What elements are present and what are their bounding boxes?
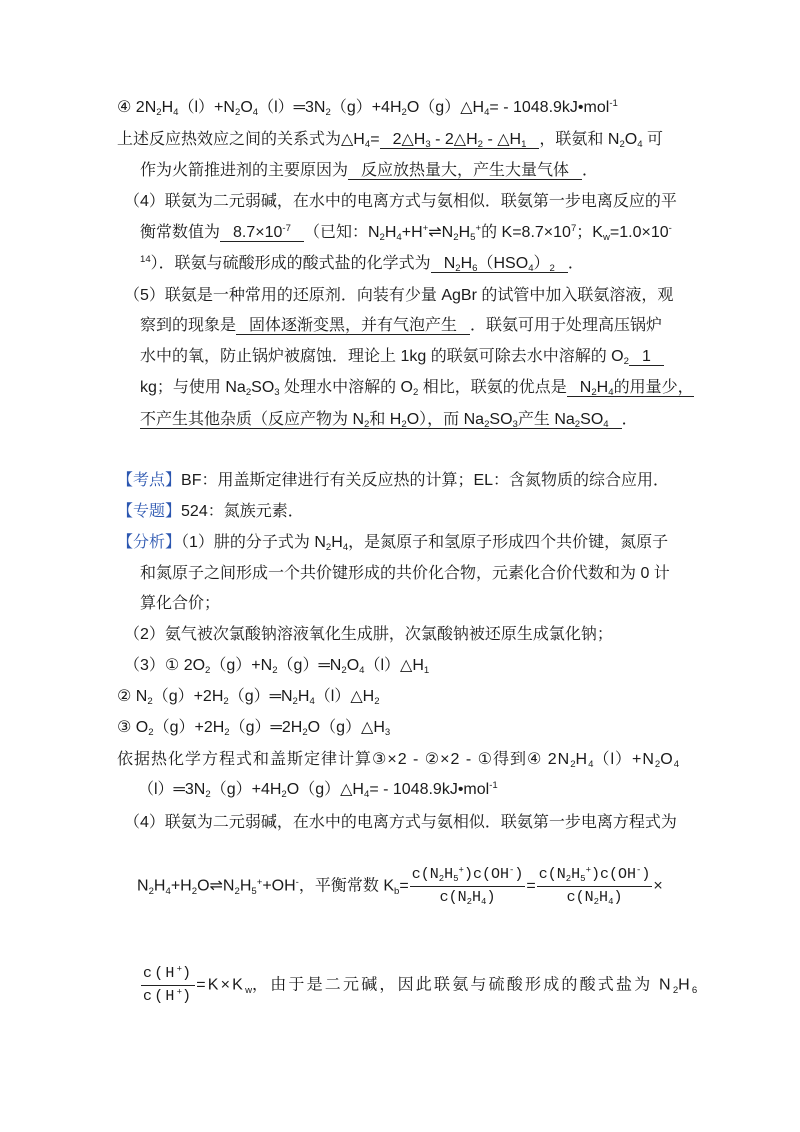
superscript: 14 xyxy=(140,254,151,266)
subscript: 2 xyxy=(234,107,241,119)
zhuanti-line xyxy=(117,500,304,524)
text-run: ④ 2N xyxy=(117,99,157,116)
subscript: 2 xyxy=(147,696,153,708)
subscript: 2 xyxy=(224,727,230,739)
text-run: +H xyxy=(401,224,423,241)
text-run: O xyxy=(660,751,674,768)
text-run: N xyxy=(443,255,456,272)
text-run: ． xyxy=(582,162,599,179)
text-run: H xyxy=(575,751,589,768)
text-run: ) xyxy=(182,965,194,982)
text-run: 察到的现象是 xyxy=(140,317,237,334)
text-run: H xyxy=(596,379,609,396)
text-run: （4）联氨为二元弱碱，在水中的电离方式与氨相似．联氨第一步电离方程式为 xyxy=(124,814,677,831)
subscript: 1 xyxy=(423,665,430,677)
text-line xyxy=(140,252,584,276)
text-run: O xyxy=(240,99,253,116)
text-run: 的用量少， xyxy=(613,379,694,396)
text-run: H xyxy=(599,889,609,906)
fraction-denominator xyxy=(410,887,526,909)
text-run: - △H xyxy=(483,131,522,148)
superscript: + xyxy=(176,964,183,975)
text-run: = - 1048.9kJ•mol xyxy=(489,99,610,116)
text-run: ，是氮原子和氢原子形成四个共价键，氮原子 xyxy=(348,534,669,551)
subscript: 2 xyxy=(623,356,629,368)
subscript: 4 xyxy=(673,759,680,771)
subscript: 2 xyxy=(477,139,483,151)
text-run: ，由于是二元碱，因此联氨与硫酸形成的酸式盐为 N xyxy=(252,976,673,994)
subscript: 2 xyxy=(619,139,625,151)
text-run: 产生 Na xyxy=(517,411,575,428)
fraction-denominator xyxy=(537,887,653,909)
text-run: H xyxy=(571,866,581,883)
subscript: 2 xyxy=(593,896,600,907)
text-run: H xyxy=(458,224,471,241)
subscript: b xyxy=(394,885,400,897)
fraction xyxy=(537,864,653,909)
subscript: 2 xyxy=(379,232,385,244)
text-run: 衡常数值为 xyxy=(140,224,221,241)
text-run: 524：氮族元素． xyxy=(181,503,304,520)
text-run: ．联氨可用于处理高压锅炉 xyxy=(470,317,663,334)
text-run: 的 K=8.7×10 xyxy=(481,224,571,241)
text-run: 作为火箭推进剂的主要原因为 xyxy=(140,162,349,179)
text-run: kg；与使用 Na xyxy=(140,379,246,396)
superscript: -7 xyxy=(282,223,291,235)
text-run: ) xyxy=(641,866,651,883)
text-run: （g）+4H xyxy=(330,99,402,116)
subscript: 3 xyxy=(425,139,431,151)
text-run: （5）联氨是一种常用的还原剂．向装有少量 AgBr 的试管中加入联氨溶液，观 xyxy=(124,287,674,304)
text-run: = - 1048.9kJ•mol xyxy=(369,781,490,798)
subscript: 2 xyxy=(565,873,572,884)
fraction xyxy=(141,963,195,1008)
equation-line-1 xyxy=(124,654,429,678)
text-run: c(N xyxy=(538,866,566,883)
subscript: 4 xyxy=(342,542,349,554)
subscript: 2 xyxy=(325,542,332,554)
fraction-numerator xyxy=(141,963,195,986)
text-line xyxy=(117,128,663,152)
text-run: c(N xyxy=(566,889,594,906)
text-run: （g）+2H xyxy=(153,719,225,736)
section-label: 【考点】 xyxy=(117,472,182,489)
subscript: 3 xyxy=(512,419,518,431)
fraction-numerator xyxy=(537,864,653,887)
subscript: 2 xyxy=(148,727,154,739)
text-run: ． xyxy=(621,411,638,428)
subscript: 2 xyxy=(272,665,278,677)
text-run: ) xyxy=(613,889,623,906)
subscript: 4 xyxy=(481,896,487,907)
subscript: 2 xyxy=(672,984,679,996)
text-run: H xyxy=(153,877,166,895)
text-run: +OH xyxy=(262,877,296,895)
text-line xyxy=(140,592,220,616)
text-run: O xyxy=(346,657,360,674)
text-run: N xyxy=(137,877,149,895)
text-line xyxy=(140,408,638,432)
text-run: （l）+N xyxy=(593,751,655,768)
text-run: （g）═2H xyxy=(229,719,303,736)
text-run: N xyxy=(579,379,592,396)
text-run: × xyxy=(653,877,663,895)
text-run: O（g）△H xyxy=(406,99,485,116)
text-line xyxy=(140,345,664,369)
subscript: 4 xyxy=(588,759,594,771)
subscript: 2 xyxy=(484,419,490,431)
subscript: 4 xyxy=(608,896,614,907)
subscript: 4 xyxy=(359,665,365,677)
text-run: ，联氨和 N xyxy=(539,131,620,148)
analysis-4-line xyxy=(124,811,677,835)
text-run: = xyxy=(370,131,380,148)
text-run: 2△H xyxy=(392,131,426,148)
text-run: O（g）△H xyxy=(286,781,364,798)
subscript: 2 xyxy=(374,696,380,708)
text-run: 上述反应热效应之间的关系式为△H xyxy=(117,131,365,148)
subscript: 2 xyxy=(292,696,298,708)
superscript: - xyxy=(668,223,672,235)
text-run: （2）氨气被次氯酸钠溶液氧化生成肼，次氯酸钠被还原生成氯化钠； xyxy=(124,626,613,643)
text-run: （l）△H xyxy=(364,657,424,674)
text-run: H xyxy=(384,224,397,241)
text-line xyxy=(140,376,694,400)
subscript: 4 xyxy=(484,107,490,119)
subscript: 4 xyxy=(309,696,315,708)
subscript: 2 xyxy=(453,232,459,244)
subscript: 4 xyxy=(608,387,614,399)
subscript: 4 xyxy=(363,789,370,801)
subscript: 2 xyxy=(341,665,347,677)
text-run: O），而 Na xyxy=(406,411,485,428)
text-run: （已知：N xyxy=(303,224,380,241)
text-run: 不产生其他杂质（反应产物为 N xyxy=(140,411,365,428)
underlined-answer xyxy=(629,348,664,366)
superscript: + xyxy=(422,223,429,235)
text-run: 固体逐渐变黑，并有气泡产生 xyxy=(249,317,458,334)
text-line xyxy=(117,748,679,772)
text-run: ，平衡常数 K xyxy=(298,877,394,895)
text-run: 反应放热量大，产生大量气体 xyxy=(361,162,570,179)
subscript: 2 xyxy=(401,419,407,431)
text-run: O（g）△H xyxy=(307,719,385,736)
subscript: 2 xyxy=(302,727,308,739)
text-run: 和氮原子之间形成一个共价键形成的共价化合物，元素化合价代数和为 0 计 xyxy=(140,565,670,582)
superscript: + xyxy=(475,223,482,235)
subscript: 2 xyxy=(148,885,154,897)
text-line xyxy=(138,778,498,802)
underlined-answer xyxy=(348,162,582,180)
text-run: （3）① 2O xyxy=(124,657,206,674)
text-run: H xyxy=(472,889,482,906)
subscript: 4 xyxy=(396,232,402,244)
text-run: （g）+N xyxy=(210,657,273,674)
text-line xyxy=(140,562,670,586)
text-run: 算化合价； xyxy=(140,595,221,612)
underlined-answer xyxy=(236,317,470,335)
underlined-answer xyxy=(431,255,568,273)
subscript: 2 xyxy=(205,665,211,677)
subscript: 2 xyxy=(438,873,445,884)
text-run: 处理水中溶解的 O xyxy=(279,379,413,396)
text-run: ) xyxy=(514,866,524,883)
subscript: 6 xyxy=(691,984,698,996)
underlined-answer xyxy=(140,411,622,429)
text-run: O xyxy=(624,131,638,148)
equation-line-3 xyxy=(117,716,390,740)
text-run: +H xyxy=(170,877,192,895)
subscript: 6 xyxy=(472,263,478,275)
fraction-denominator xyxy=(141,986,195,1008)
text-run: ；K xyxy=(576,224,603,241)
subscript: 4 xyxy=(252,107,259,119)
text-run: c(N xyxy=(411,866,439,883)
subscript: 2 xyxy=(549,263,555,275)
text-run: H xyxy=(444,866,454,883)
subscript: 2 xyxy=(654,759,661,771)
subscript: 5 xyxy=(453,873,459,884)
text-run: （4）联氨为二元弱碱，在水中的电离方式与氨相似．联氨第一步电离反应的平 xyxy=(124,193,677,210)
subscript: 2 xyxy=(156,107,162,119)
equation-line-4 xyxy=(117,96,618,120)
text-run: )c(OH xyxy=(590,866,636,883)
text-run: （g）═N xyxy=(277,657,342,674)
text-line xyxy=(140,159,598,183)
subscript: 2 xyxy=(412,387,419,399)
text-run: （l）+N xyxy=(178,99,235,116)
subscript: 4 xyxy=(173,107,179,119)
superscript: -1 xyxy=(609,98,618,110)
text-run: ）．联氨与硫酸形成的酸式盐的化学式为 xyxy=(150,255,431,272)
subscript: 3 xyxy=(274,387,280,399)
text-run: 可 xyxy=(642,131,664,148)
fraction-numerator xyxy=(410,864,526,887)
subscript: 4 xyxy=(165,885,171,897)
text-run: H xyxy=(239,877,252,895)
text-run: ⇌N xyxy=(428,224,454,241)
subscript: 2 xyxy=(234,885,240,897)
fenxi-line xyxy=(117,531,668,555)
superscript: -1 xyxy=(489,780,498,792)
subscript: 2 xyxy=(455,263,461,275)
text-run: 依据热化学方程式和盖斯定律计算③×2 - ②×2 - ①得到④ 2N xyxy=(117,751,571,768)
ionization-constant-formula-continued xyxy=(140,963,697,1008)
text-run: （g）+4H xyxy=(210,781,282,798)
text-run: =K×K xyxy=(196,976,246,994)
kaodian-line xyxy=(117,469,669,493)
text-run: （1）肼的分子式为 N xyxy=(181,534,326,551)
subscript: 2 xyxy=(574,419,581,431)
subscript: w xyxy=(602,232,610,244)
subscript: 1 xyxy=(521,139,527,151)
text-run: ． xyxy=(567,255,584,272)
text-run: = xyxy=(399,877,409,895)
text-run: H xyxy=(161,99,174,116)
subscript: 2 xyxy=(591,387,597,399)
text-run: （l）△H xyxy=(314,688,375,705)
superscript: - xyxy=(635,865,642,876)
subscript: 2 xyxy=(325,107,331,119)
subscript: 3 xyxy=(384,727,391,739)
text-run: 和 H xyxy=(369,411,402,428)
underlined-answer xyxy=(220,224,304,242)
superscript: + xyxy=(176,987,183,998)
text-run: = xyxy=(526,877,536,895)
text-run: SO xyxy=(580,411,604,428)
subscript: 5 xyxy=(470,232,476,244)
ionization-constant-formula xyxy=(137,864,663,909)
subscript: 2 xyxy=(191,885,198,897)
text-run: ) xyxy=(486,889,496,906)
subscript: 2 xyxy=(223,696,229,708)
text-run: H xyxy=(460,255,473,272)
superscript: 7 xyxy=(570,223,577,235)
underlined-answer xyxy=(380,131,540,149)
text-run: （HSO xyxy=(477,255,529,272)
analysis-2-line xyxy=(124,623,613,647)
text-run: （l）═3N xyxy=(138,781,206,798)
text-run: ） xyxy=(533,255,550,272)
text-run: （l）═3N xyxy=(258,99,326,116)
text-run: c(H xyxy=(143,965,177,982)
subscript: 5 xyxy=(251,885,257,897)
text-run: SO xyxy=(251,379,275,396)
superscript: - xyxy=(508,865,515,876)
subscript: 2 xyxy=(364,419,370,431)
superscript: + xyxy=(585,865,591,876)
text-run: ) xyxy=(182,988,194,1005)
text-run: 8.7×10 xyxy=(233,224,283,241)
subscript: 4 xyxy=(637,139,643,151)
superscript: + xyxy=(256,876,263,888)
subscript: 5 xyxy=(580,873,586,884)
subscript: 2 xyxy=(570,759,576,771)
text-run: ② N xyxy=(117,688,148,705)
subscript: 4 xyxy=(603,419,609,431)
text-run: ③ O xyxy=(117,719,149,736)
text-line xyxy=(140,221,672,245)
text-run: =1.0×10 xyxy=(609,224,669,241)
question-5-line xyxy=(124,284,673,308)
subscript: 2 xyxy=(205,789,211,801)
superscript: + xyxy=(458,865,464,876)
section-label: 【专题】 xyxy=(117,503,182,520)
text-run: )c(OH xyxy=(463,866,509,883)
text-run: 相比，联氨的优点是 xyxy=(418,379,567,396)
text-run: 1 xyxy=(641,348,651,365)
text-run: BF：用盖斯定律进行有关反应热的计算；EL：含氮物质的综合应用． xyxy=(181,472,670,489)
text-run: H xyxy=(331,534,343,551)
section-label: 【分析】 xyxy=(117,534,182,551)
text-run: - 2△H xyxy=(430,131,478,148)
subscript: 2 xyxy=(281,789,287,801)
text-line xyxy=(140,314,662,338)
underlined-answer xyxy=(567,379,694,397)
question-4-line xyxy=(124,190,677,214)
subscript: w xyxy=(245,984,252,996)
equation-line-2 xyxy=(117,685,380,709)
text-run: H xyxy=(297,688,310,705)
subscript: 2 xyxy=(401,107,407,119)
text-run: c(H xyxy=(143,988,177,1005)
text-run: （g）+2H xyxy=(152,688,224,705)
subscript: 4 xyxy=(364,139,371,151)
text-run: H xyxy=(678,976,692,994)
subscript: 2 xyxy=(245,387,252,399)
text-run: SO xyxy=(489,411,513,428)
fraction xyxy=(410,864,526,909)
text-run: 水中的氧，防止锅炉被腐蚀．理论上 1kg 的联氨可除去水中溶解的 O xyxy=(140,348,624,365)
text-run: （g）═N xyxy=(228,688,293,705)
text-run: O⇌N xyxy=(197,877,235,895)
text-run: c(N xyxy=(439,889,467,906)
superscript: - xyxy=(295,876,299,888)
subscript: 4 xyxy=(528,263,534,275)
subscript: 2 xyxy=(466,896,473,907)
